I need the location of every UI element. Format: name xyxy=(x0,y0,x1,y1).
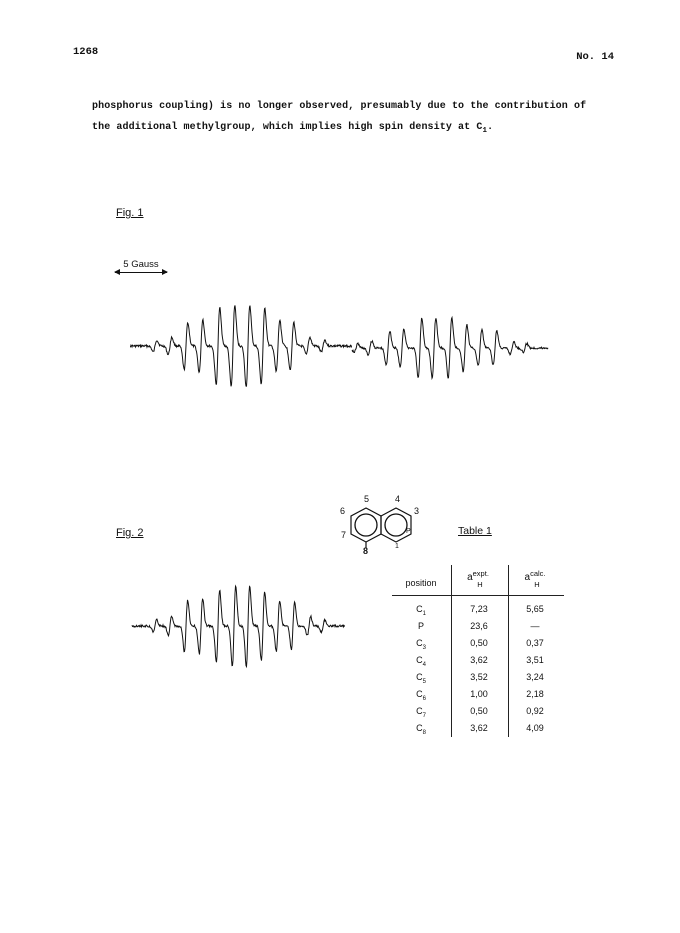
position-symbol: C xyxy=(416,672,423,682)
table-cell-calc: 2,18 xyxy=(526,689,544,699)
position-symbol: P xyxy=(417,621,424,631)
atom-label-5: 5 xyxy=(364,494,370,504)
paragraph-line-1: phosphorus coupling) is no longer observed, presumably due to the contribution of xyxy=(92,101,587,112)
scale-bar-label: 5 Gauss xyxy=(123,259,159,270)
table-header-rule xyxy=(392,595,564,596)
position-symbol: C xyxy=(416,706,423,716)
table-row-position xyxy=(394,655,448,668)
table-row-position xyxy=(394,706,448,719)
atom-label-p: P xyxy=(406,528,411,535)
position-symbol: C xyxy=(416,638,423,648)
table-row-position xyxy=(394,672,448,685)
atom-label-1: 1 xyxy=(395,543,399,550)
figure-1-spectrum-right xyxy=(352,318,548,379)
position-symbol: C xyxy=(416,689,423,699)
table-cell-expt: 3,62 xyxy=(470,723,488,733)
coupling-table xyxy=(392,565,564,740)
atom-label-6: 6 xyxy=(340,506,346,516)
table-cell-expt: 0,50 xyxy=(470,706,488,716)
table-row-position xyxy=(394,621,448,634)
header-calc-a: a xyxy=(524,572,531,583)
table-cell-expt: 23,6 xyxy=(470,621,488,631)
atom-label-7: 7 xyxy=(341,530,347,540)
table-cell-calc: 3,51 xyxy=(526,655,544,665)
table-row-position xyxy=(394,638,448,651)
table-row-position xyxy=(394,723,448,736)
table-cell-calc: — xyxy=(530,621,540,631)
atom-label-4: 4 xyxy=(395,494,401,504)
table-row-position xyxy=(394,604,448,617)
table-title: Table 1 xyxy=(458,525,492,537)
position-subscript: 6 xyxy=(422,695,426,702)
header-calc-sub: H xyxy=(534,580,540,589)
header-expt xyxy=(452,569,504,593)
table-cell-calc: 0,37 xyxy=(526,638,544,648)
header-expt-a: a xyxy=(467,572,473,583)
table-cell-calc: 0,92 xyxy=(526,706,544,716)
table-cell-calc: 5,65 xyxy=(526,604,544,614)
position-symbol: C xyxy=(416,655,423,665)
position-symbol: C xyxy=(416,604,423,614)
figure-2-caption: Fig. 2 xyxy=(116,527,144,539)
figure-1-spectrum-left xyxy=(130,305,352,386)
figure-2-spectrum xyxy=(132,586,345,666)
position-subscript: 3 xyxy=(422,644,426,651)
header-calc-sup: calc. xyxy=(530,569,546,578)
table-cell-expt: 3,52 xyxy=(470,672,488,682)
issue-number: No. 14 xyxy=(576,51,614,63)
paragraph-line-2-end: . xyxy=(487,122,494,133)
phosphinine-structure xyxy=(340,494,430,569)
paragraph-line-2-text: the additional methylgroup, which implies high spin density at C xyxy=(92,122,483,133)
atom-label-3: 3 xyxy=(414,506,420,516)
header-calc xyxy=(509,569,561,593)
header-position: position xyxy=(405,578,437,588)
paragraph-subscript: 1 xyxy=(482,127,488,135)
table-row-position xyxy=(394,689,448,702)
position-subscript: 8 xyxy=(422,729,426,736)
header-expt-sub: H xyxy=(477,580,483,589)
table-cell-calc: 3,24 xyxy=(526,672,544,682)
atom-label-8: 8 xyxy=(363,546,369,556)
position-symbol: C xyxy=(416,723,423,733)
table-cell-expt: 1,00 xyxy=(470,689,488,699)
table-cell-calc: 4,09 xyxy=(526,723,544,733)
table-divider-2 xyxy=(508,565,509,737)
table-cell-expt: 0,50 xyxy=(470,638,488,648)
page-number: 1268 xyxy=(73,46,99,58)
position-subscript: 7 xyxy=(422,712,426,719)
figure-1-caption: Fig. 1 xyxy=(116,207,144,219)
table-cell-expt: 3,62 xyxy=(470,655,488,665)
position-subscript: 5 xyxy=(422,678,426,685)
table-cell-expt: 7,23 xyxy=(470,604,488,614)
position-subscript: 4 xyxy=(422,661,426,668)
table-divider-1 xyxy=(451,565,452,737)
position-subscript: 1 xyxy=(422,610,426,617)
header-expt-sup: expt. xyxy=(472,569,489,578)
structure-drawing xyxy=(340,494,430,564)
